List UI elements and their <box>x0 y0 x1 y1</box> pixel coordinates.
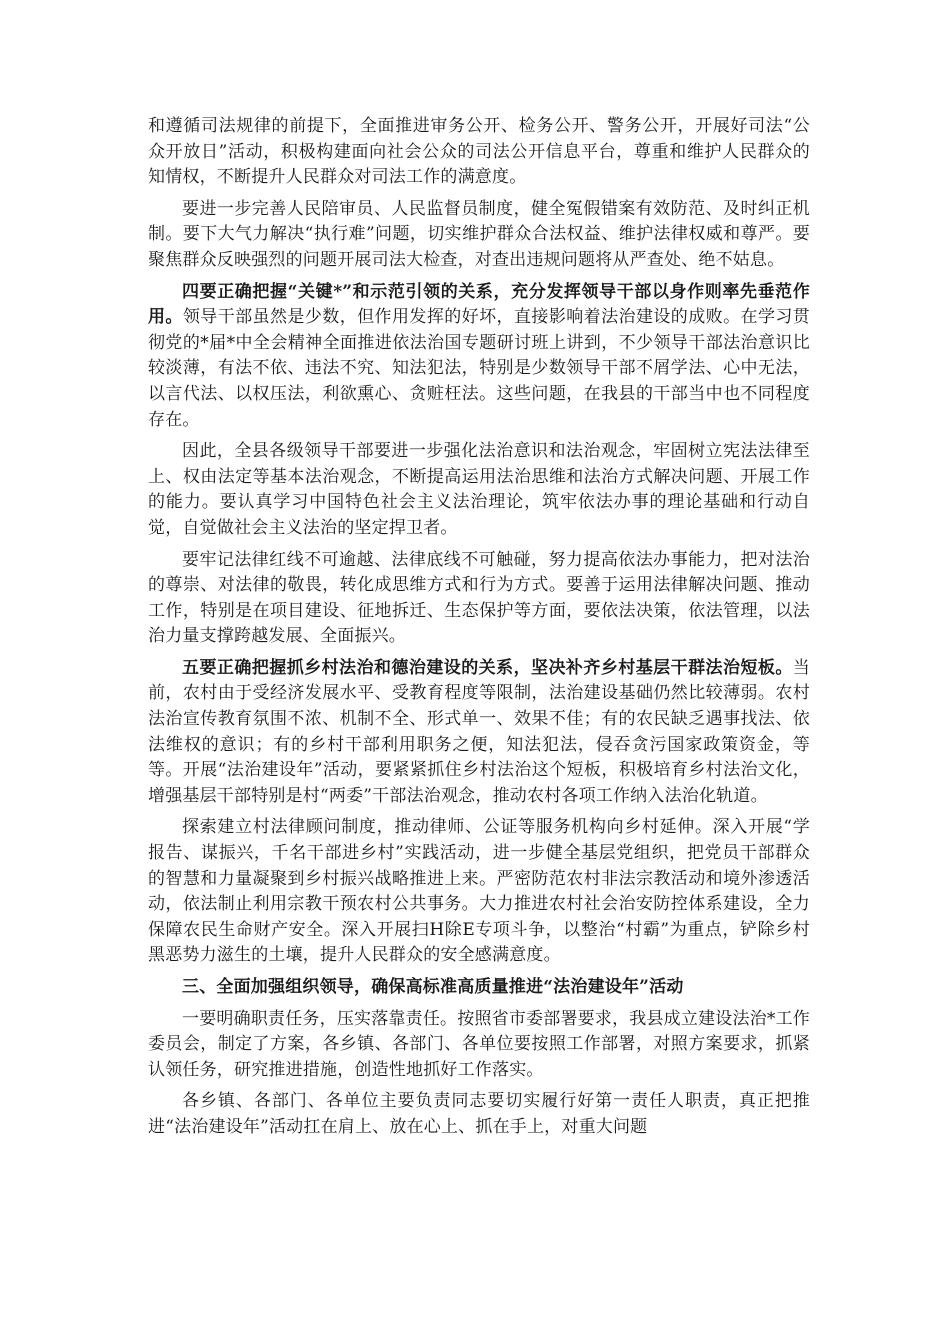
paragraph-first-responsible: 各乡镇、各部门、各单位主要负责同志要切实履行好第一责任人职责，真正把推进“法治建设年”活动扛在肩上、放在心上、抓在手上，对重大问题 <box>148 1091 810 1137</box>
document-body <box>148 114 810 1141</box>
paragraph-judicial-openness: 和遵循司法规律的前提下，全面推进审务公开、检务公开、警务公开，开展好司法“公众开放日”活动，积极构建面向社会公众的司法公开信息平台，尊重和维护人民群众的知情权，不断提升人民群众对司法工作的满意度。 <box>148 116 810 188</box>
point-five-text: 当前，农村由于受经济发展水平、受教育程度等限制，法治建设基础仍然比较薄弱。农村法治宣传教育氛围不浓、机制不全、形式单一、效果不佳；有的农民缺乏遇事找法、依法维权的意识；有的乡村干部利用职务之便，知法犯法，侵吞贪污国家政策资金，等等。开展“法治建设年”活动，要紧紧抓住乡村法治这个短板，积极培育乡村法治文化，增强基层干部特别是村“两委”干部法治观念，推动农村各项工作纳入法治化轨道。 <box>148 657 810 806</box>
point-four-text: 领导干部虽然是少数，但作用发挥的好坏，直接影响着法治建设的成败。在学习贯彻党的*届*中全会精神全面推进依法治国专题研讨班上讲到，不少领导干部法治意识比较淡薄，有法不依、违法不究、知法犯法，特别是少数领导干部不屑学法、心中无法，以言代法、以权压法，利欲熏心、贪赃枉法。这些问题，在我县的干部当中也不同程度存在。 <box>148 307 810 430</box>
paragraph-point-four <box>148 280 810 434</box>
section-heading-three: 三、全面加强组织领导，确保高标准高质量推进“法治建设年”活动 <box>182 977 684 997</box>
paragraph-legal-redline: 要牢记法律红线不可逾越、法律底线不可触碰，努力提高依法办事能力，把对法治的尊崇、对法律的敬畏，转化成思维方式和行为方式。要善于运用法律解决问题、推动工作，特别是在项目建设、征地拆迁、生态保护等方面，要依法决策，依法管理，以法治力量支撑跨越发展、全面振兴。 <box>148 549 810 647</box>
paragraph-cadre-awareness: 因此，全县各级领导干部要进一步强化法治意识和法治观念，牢固树立宪法法律至上、权由法定等基本法治观念，不断提高运用法治思维和法治方式解决问题、开展工作的能力。要认真学习中国特色社会主义法治理论，筑牢依法办事的理论基础和行动自觉，自觉做社会主义法治的坚定捍卫者。 <box>148 441 810 538</box>
point-four-lead: 四要正确把握“关键*”和示范引领的关系，充分发挥领导干部以身作则率先垂范作用。 <box>148 281 810 328</box>
point-five-lead: 五要正确把握抓乡村法治和德治建设的关系，坚决补齐乡村基层干群法治短板。 <box>182 657 793 678</box>
paragraph-village-legal-advisor: 探索建立村法律顾问制度，推动律师、公证等服务机构向乡村延伸。深入开展“学报告、谋振兴，千名干部进乡村”实践活动，进一步健全基层党组织，把党员干部群众的智慧和力量凝聚到乡村振兴战略推进上来。严密防范农村非法宗教活动和境外渗透活动，依法制止利用宗教干预农村公共事务。大力推进农村社会治安防控体系建设，全力保障农民生命财产安全。深入开展扫H除E专项斗争，以整治“村霸”为重点，铲除乡村黑恶势力滋生的土壤，提升人民群众的安全感满意度。 <box>148 817 810 966</box>
paragraph-responsibility: 一要明确职责任务，压实落靠责任。按照省市委部署要求，我县成立建设法治*工作委员会，制定了方案，各乡镇、各部门、各单位要按照工作部署，对照方案要求，抓紧认领任务，研究推进措施，创造性地抓好工作落实。 <box>148 1008 810 1080</box>
paragraph-jury-system: 要进一步完善人民陪审员、人民监督员制度，健全冤假错案有效防范、及时纠正机制。要下大气力解决“执行难”问题，切实维护群众合法权益、维护法律权威和尊严。要聚焦群众反映强烈的问题开展司法大检查，对查出违规问题将从严查处、绝不姑息。 <box>148 198 810 270</box>
paragraph-point-five <box>148 656 810 810</box>
